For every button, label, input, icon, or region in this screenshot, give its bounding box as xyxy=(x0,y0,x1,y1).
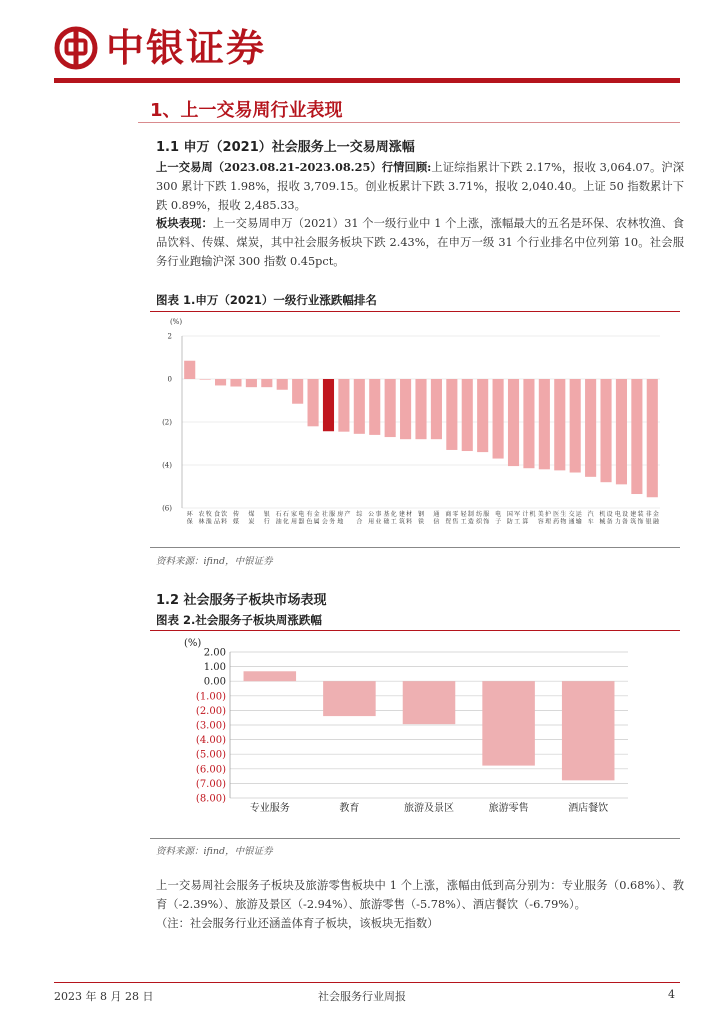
x-tick-label: 服 xyxy=(483,511,490,518)
x-tick-label: 纺 xyxy=(476,511,483,518)
x-tick-label: 力 xyxy=(614,518,621,526)
x-tick-label: 石 xyxy=(275,511,282,518)
x-tick-label: 农 xyxy=(198,511,205,518)
x-tick-label: 保 xyxy=(186,518,193,526)
sector-performance-label: 板块表现： xyxy=(156,216,213,230)
bar xyxy=(482,681,535,765)
x-tick-label: 产 xyxy=(344,511,351,518)
x-tick-label: 合 xyxy=(356,518,363,526)
x-tick-label: 运 xyxy=(575,511,582,518)
x-tick-label: 环 xyxy=(186,511,193,518)
x-tick-label: 用 xyxy=(368,518,375,526)
subsection-title-1-2: 1.2 社会服务子板块市场表现 xyxy=(156,593,327,608)
x-tick-label: 专业服务 xyxy=(249,803,290,814)
bar xyxy=(585,379,596,477)
x-tick-label: 汽 xyxy=(587,511,594,518)
x-tick-label: 渔 xyxy=(205,518,212,526)
bar xyxy=(244,671,297,681)
x-tick-label: 业 xyxy=(375,518,382,526)
x-tick-label: 电 xyxy=(614,511,621,518)
y-tick-label: 2.00 xyxy=(203,647,226,659)
x-tick-label: 牧 xyxy=(205,511,212,518)
bar xyxy=(462,379,473,451)
bar xyxy=(431,379,442,439)
x-tick-label: 设 xyxy=(606,511,613,518)
y-tick-label: (2) xyxy=(162,418,172,427)
bar xyxy=(403,681,456,724)
x-tick-label: 饮 xyxy=(221,511,228,518)
x-tick-label: 防 xyxy=(506,518,513,526)
x-tick-label: 子 xyxy=(495,518,502,526)
x-tick-label: 金 xyxy=(652,511,659,518)
x-tick-label: 属 xyxy=(313,518,320,526)
x-tick-label: 贸 xyxy=(445,518,452,526)
section-divider xyxy=(138,122,680,123)
x-tick-label: 综 xyxy=(356,511,363,518)
bar xyxy=(570,379,581,473)
x-tick-label: 美 xyxy=(537,511,544,518)
market-review-label: 上一交易周（2023.08.21-2023.08.25）行情回顾: xyxy=(156,160,432,174)
x-tick-label: 房 xyxy=(337,511,344,518)
x-tick-label: 品 xyxy=(213,518,220,526)
industry-ranking-chart xyxy=(150,312,680,544)
bar xyxy=(369,379,380,435)
x-tick-label: 信 xyxy=(433,518,440,526)
y-tick-label: 1.00 xyxy=(203,662,226,674)
x-tick-label: 食 xyxy=(213,511,220,518)
footer-divider xyxy=(54,982,680,983)
x-tick-label: 织 xyxy=(476,518,483,526)
x-tick-label: 础 xyxy=(383,518,390,526)
x-tick-label: 制 xyxy=(467,511,474,518)
x-tick-label: 基 xyxy=(383,511,390,518)
footer-report-name: 社会服务行业周报 xyxy=(318,990,406,1003)
y-axis-unit: (%) xyxy=(184,638,202,649)
bar xyxy=(400,379,411,439)
x-tick-label: 社 xyxy=(321,511,328,518)
x-tick-label: 输 xyxy=(575,518,582,526)
brand-name: 中银证券 xyxy=(106,26,267,70)
figure-2-title: 图表 2.社会服务子板块周涨跌幅 xyxy=(156,613,322,627)
y-axis-unit: (%) xyxy=(169,318,183,326)
x-tick-label: 工 xyxy=(390,518,397,526)
x-tick-label: 护 xyxy=(544,511,551,518)
x-tick-label: 用 xyxy=(291,518,298,526)
x-tick-label: 地 xyxy=(337,518,344,526)
x-tick-label: 煤 xyxy=(248,511,255,518)
y-tick-label: (8.00) xyxy=(195,793,226,805)
x-tick-label: 零 xyxy=(452,511,459,518)
x-tick-label: 建 xyxy=(398,511,405,518)
x-tick-label: 油 xyxy=(275,518,282,526)
y-tick-label: (6.00) xyxy=(195,764,226,776)
x-tick-label: 铁 xyxy=(417,518,425,526)
bar xyxy=(616,379,627,484)
x-tick-label: 备 xyxy=(622,518,629,526)
x-tick-label: 通 xyxy=(433,511,440,518)
x-tick-label: 材 xyxy=(406,511,413,518)
bar xyxy=(230,379,241,387)
x-tick-label: 公 xyxy=(368,511,375,518)
x-tick-label: 电 xyxy=(298,511,305,518)
bar xyxy=(261,379,272,387)
x-tick-label: 商 xyxy=(445,511,452,518)
bar xyxy=(184,361,195,379)
y-tick-label: (7.00) xyxy=(195,778,226,790)
x-tick-label: 药 xyxy=(553,518,560,526)
bar xyxy=(647,379,658,497)
section-title: 1、上一交易周行业表现 xyxy=(150,100,343,121)
x-tick-label: 器 xyxy=(298,518,305,526)
x-tick-label: 行 xyxy=(263,518,270,526)
bar xyxy=(200,379,211,380)
bar xyxy=(292,379,303,404)
x-tick-label: 教育 xyxy=(339,803,360,814)
x-tick-label: 传 xyxy=(232,511,239,518)
y-tick-label: 0.00 xyxy=(203,676,226,688)
figure-2-top-rule xyxy=(150,630,680,631)
bar xyxy=(338,379,349,432)
bar xyxy=(508,379,519,466)
x-tick-label: 车 xyxy=(587,518,594,526)
sub-sector-summary: 上一交易周社会服务子板块及旅游零售板块中 1 个上涨，涨幅由低到高分别为：专业服务（0.68%）、教育（-2.39%）、旅游及景区（-2.94%）、旅游零售（-5.78%）、酒店餐饮（-6.79%）。 xyxy=(156,879,684,911)
x-tick-label: 生 xyxy=(560,511,567,518)
market-review-text: 上证综指累计下跌 2.17%，报收 3,064.07。沪深 300 累计下跌 1.98%，报收 3,709.15。创业板累计下跌 3.71%，报收 2,040.40。上证 50 指数累计下跌 0.89%，报收 2,485.33。 xyxy=(156,161,684,212)
y-tick-label: (2.00) xyxy=(195,705,226,717)
market-review-paragraph xyxy=(156,158,684,215)
x-tick-label: 服 xyxy=(329,511,336,518)
bar xyxy=(323,681,376,716)
bar xyxy=(554,379,565,470)
x-tick-label: 饰 xyxy=(483,518,490,526)
y-tick-label: 0 xyxy=(167,375,172,384)
bar xyxy=(562,681,615,780)
footer-date: 2023 年 8 月 28 日 xyxy=(54,990,154,1003)
x-tick-label: 饰 xyxy=(637,518,644,526)
x-tick-label: 料 xyxy=(406,518,413,526)
figure-1-source: 资料来源：ifind，中银证券 xyxy=(156,556,273,567)
figure-2-source: 资料来源：ifind，中银证券 xyxy=(156,846,273,857)
bar xyxy=(215,379,226,385)
x-tick-label: 媒 xyxy=(232,518,239,526)
x-tick-label: 工 xyxy=(460,518,467,526)
x-tick-label: 国 xyxy=(506,511,513,518)
x-tick-label: 理 xyxy=(544,518,551,526)
sector-performance-text: 上一交易周申万（2021）31 个一级行业中 1 个上涨，涨幅最大的五名是环保、农林牧渔、食品饮料、传媒、煤炭，其中社会服务板块下跌 2.43%，在申万一级 31 个行业排名中位列第 10。社会服务行业跑输沪深 300 指数 0.45pct。 xyxy=(156,217,684,268)
x-tick-label: 务 xyxy=(329,518,336,526)
x-tick-label: 银 xyxy=(645,518,652,526)
sub-sector-chart xyxy=(150,632,680,832)
figure-1-title: 图表 1.申万（2021）一级行业涨跌幅排名 xyxy=(156,293,377,307)
bar xyxy=(493,379,504,459)
bar xyxy=(415,379,426,439)
x-tick-label: 电 xyxy=(495,511,502,518)
bar xyxy=(631,379,642,494)
x-tick-label: 钢 xyxy=(417,511,425,518)
y-tick-label: (4) xyxy=(162,461,172,470)
x-tick-label: 家 xyxy=(291,511,298,518)
bar xyxy=(600,379,611,482)
x-tick-label: 医 xyxy=(553,511,560,518)
x-tick-label: 容 xyxy=(537,518,544,526)
x-tick-label: 筑 xyxy=(398,518,405,526)
x-tick-label: 非 xyxy=(645,511,652,518)
x-tick-label: 造 xyxy=(467,518,474,526)
bar xyxy=(323,379,334,431)
subsection-title-1-1: 1.1 申万（2021）社会服务上一交易周涨幅 xyxy=(156,140,415,155)
bar xyxy=(277,379,288,390)
x-tick-label: 银 xyxy=(263,511,270,518)
bank-of-china-logo-icon xyxy=(54,26,98,70)
bar xyxy=(477,379,488,452)
x-tick-label: 物 xyxy=(560,518,567,526)
bar xyxy=(523,379,534,468)
x-tick-label: 工 xyxy=(514,518,521,526)
x-tick-label: 交 xyxy=(568,511,575,518)
x-tick-label: 石 xyxy=(282,511,289,518)
x-tick-label: 化 xyxy=(282,518,289,526)
bar xyxy=(446,379,457,450)
y-tick-label: (6) xyxy=(162,504,172,513)
x-tick-label: 融 xyxy=(652,518,659,526)
x-tick-label: 料 xyxy=(221,518,228,526)
x-tick-label: 炭 xyxy=(248,518,255,526)
x-tick-label: 算 xyxy=(522,518,529,526)
x-tick-label: 械 xyxy=(599,518,606,526)
x-tick-label: 建 xyxy=(630,511,637,518)
figure-1-bottom-rule xyxy=(150,547,680,548)
x-tick-label: 通 xyxy=(568,518,575,526)
x-tick-label: 轻 xyxy=(460,511,467,518)
bar xyxy=(308,379,319,426)
sub-sector-note: （注：社会服务行业还涵盖体育子板块，该板块无指数） xyxy=(156,917,439,930)
bar xyxy=(539,379,550,469)
x-tick-label: 计 xyxy=(522,511,529,518)
x-tick-label: 会 xyxy=(321,518,328,526)
x-tick-label: 备 xyxy=(606,518,613,526)
y-tick-label: (3.00) xyxy=(195,720,226,732)
y-tick-label: (5.00) xyxy=(195,749,226,761)
x-tick-label: 装 xyxy=(637,511,644,518)
x-tick-label: 机 xyxy=(529,511,536,518)
sector-performance-paragraph xyxy=(156,214,684,271)
x-tick-label: 旅游及景区 xyxy=(404,803,454,814)
x-tick-label: 筑 xyxy=(630,518,637,526)
x-tick-label: 林 xyxy=(198,518,205,526)
x-tick-label: 事 xyxy=(375,511,382,518)
x-tick-label: 军 xyxy=(514,511,521,518)
x-tick-label: 有 xyxy=(306,511,313,518)
x-tick-label: 机 xyxy=(599,511,606,518)
x-tick-label: 化 xyxy=(390,511,397,518)
bar xyxy=(385,379,396,437)
bar xyxy=(354,379,365,434)
x-tick-label: 金 xyxy=(313,511,320,518)
x-tick-label: 设 xyxy=(622,511,629,518)
bar xyxy=(246,379,257,387)
figure-2-bottom-rule xyxy=(150,838,680,839)
y-tick-label: (4.00) xyxy=(195,735,226,747)
footer-page-number: 4 xyxy=(668,988,675,1001)
y-tick-label: (1.00) xyxy=(195,691,226,703)
x-tick-label: 色 xyxy=(306,518,313,526)
x-tick-label: 酒店餐饮 xyxy=(568,803,609,814)
x-tick-label: 旅游零售 xyxy=(488,803,529,814)
header-divider xyxy=(54,78,680,83)
y-tick-label: 2 xyxy=(167,332,172,341)
x-tick-label: 售 xyxy=(452,518,459,526)
